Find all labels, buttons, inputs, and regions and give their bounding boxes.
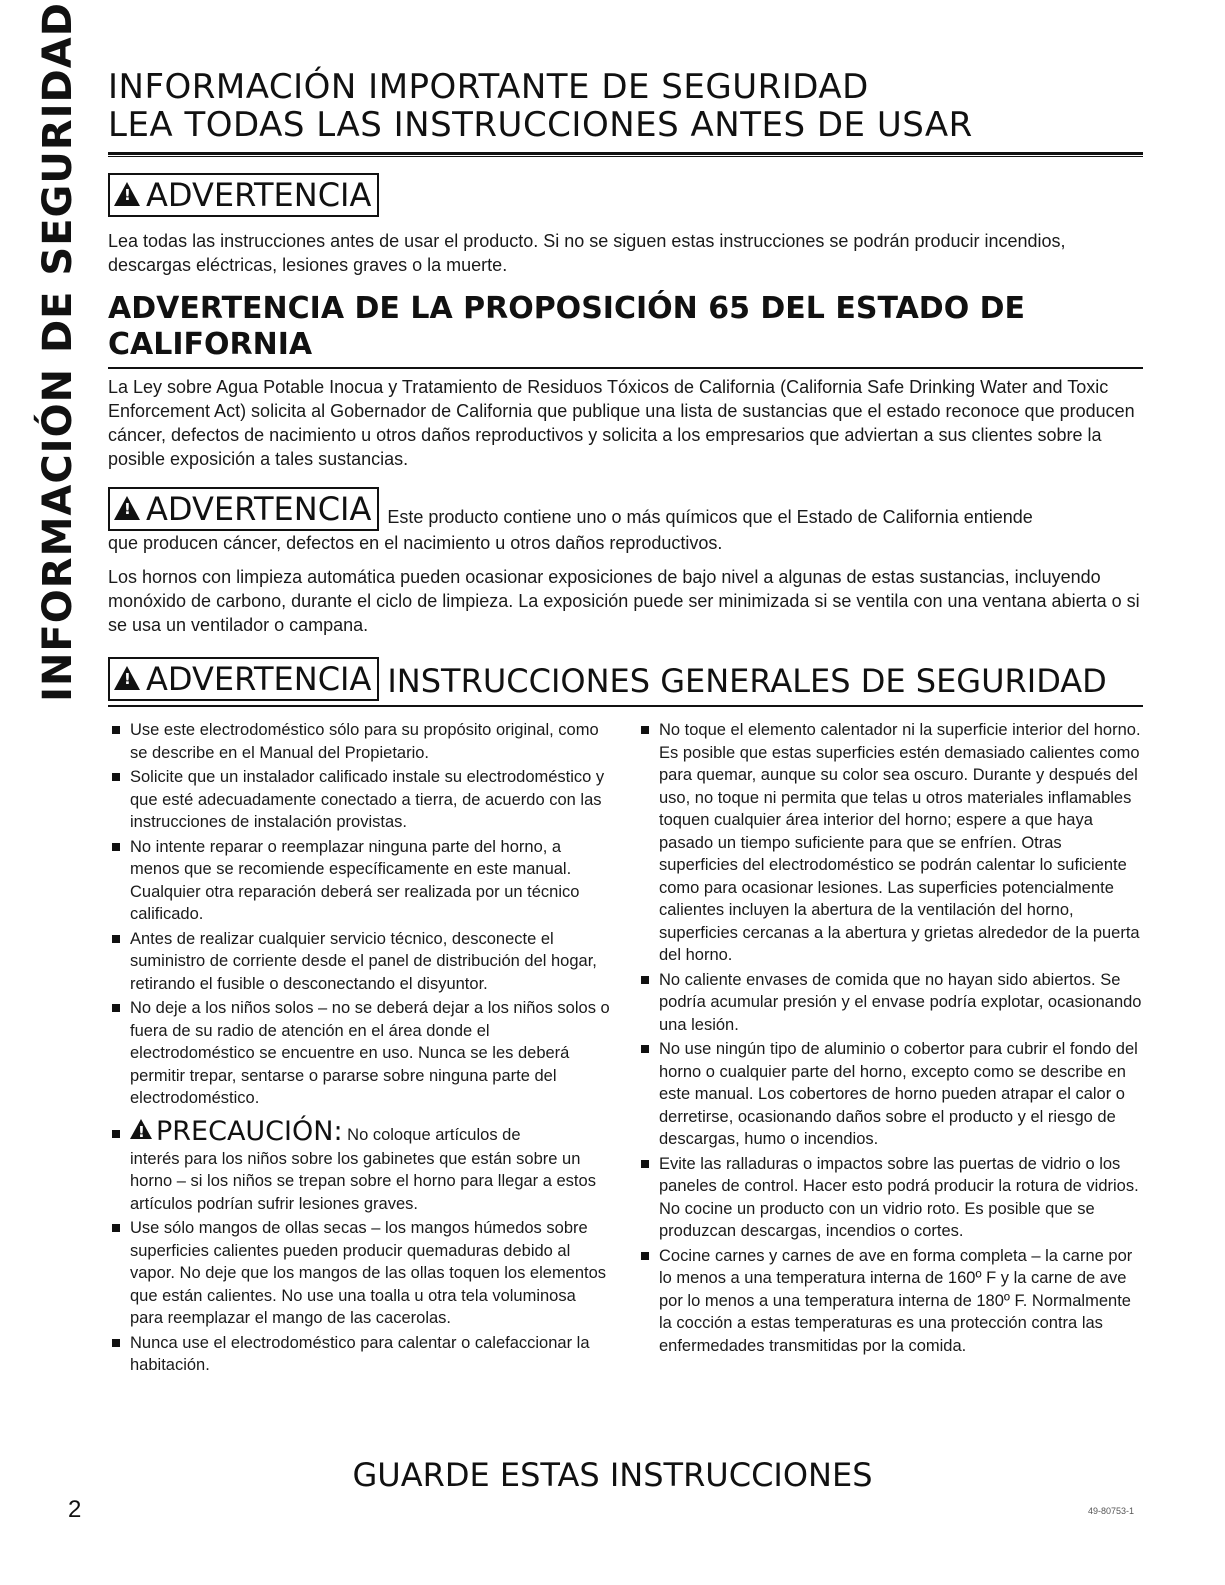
list-item bbox=[108, 997, 613, 1110]
warning-box bbox=[108, 487, 379, 531]
list-item-text: Nunca use el electrodoméstico para calentar o calefaccionar la habitación. bbox=[130, 1333, 590, 1374]
side-section-title bbox=[28, 2, 88, 702]
bullet-square-icon bbox=[112, 1339, 120, 1347]
general-rule bbox=[108, 705, 1143, 707]
list-item-text: Evite las ralladuras o impactos sobre las puertas de vidrio o los paneles de control. Hacer esto podrá producir la rotura de vidrios. No cocine un producto con un vidrio roto. Es posible que se produzcan descargas, incendios o cortes. bbox=[659, 1154, 1139, 1240]
warning-label: ADVERTENCIA bbox=[146, 490, 372, 528]
list-item bbox=[637, 969, 1142, 1037]
document-code: 49-80753-1 bbox=[1088, 1506, 1135, 1516]
list-item bbox=[108, 766, 613, 834]
page-number: 2 bbox=[68, 1496, 82, 1523]
prop65-warning-text: Este producto contiene uno o más químicos que el Estado de California entiende bbox=[387, 507, 1033, 527]
bullet-square-icon bbox=[112, 1224, 120, 1232]
list-item-text: No caliente envases de comida que no hayan sido abiertos. Se podría acumular presión y el envase podría explotar, ocasionando una lesión. bbox=[659, 970, 1142, 1034]
bullet-square-icon bbox=[112, 773, 120, 781]
prop65-title: ADVERTENCIA DE LA PROPOSICIÓN 65 DEL ESTADO DE CALIFORNIA bbox=[108, 291, 1026, 362]
left-column bbox=[108, 719, 613, 1379]
header-line-1: INFORMACIÓN IMPORTANTE DE SEGURIDAD bbox=[108, 67, 869, 107]
header-rule bbox=[108, 152, 1143, 157]
list-item bbox=[108, 1332, 613, 1377]
list-item-text: Use sólo mangos de ollas secas – los mangos húmedos sobre superficies calientes pueden producir quemaduras debido al vapor. No deje que los mangos de las ollas toquen los elementos que están calientes. No use una toalla u otra tela voluminosa para reemplazar el mango de las cacerolas. bbox=[130, 1219, 607, 1327]
list-item bbox=[637, 719, 1142, 967]
list-item-text: Solicite que un instalador calificado instale su electrodoméstico y que esté adecuadamente conectado a tierra, de acuerdo con las instrucciones de instalación provistas. bbox=[130, 768, 605, 831]
general-title-row bbox=[108, 657, 1143, 701]
precaution-rest: interés para los niños sobre los gabinetes que están sobre un horno – si los niños se trepan sobre el horno para llegar a estos artículos podrían sufrir lesiones graves. bbox=[130, 1149, 596, 1213]
list-item-text: Use este electrodoméstico sólo para su propósito original, como se describe en el Manual del Propietario. bbox=[130, 721, 599, 762]
general-title: INSTRUCCIONES GENERALES DE SEGURIDAD bbox=[387, 662, 1107, 700]
precaution-text-block bbox=[130, 1116, 613, 1216]
instructions-columns bbox=[108, 719, 1143, 1379]
list-item bbox=[108, 836, 613, 926]
precaution-lead: No coloque artículos de bbox=[347, 1125, 521, 1144]
warning-triangle-icon bbox=[130, 1119, 152, 1139]
list-item-text: No intente reparar o reemplazar ninguna parte del horno, a menos que se recomiende específicamente en este manual. Cualquier otra reparación deberá ser realizada por un técnico calificado. bbox=[130, 837, 580, 923]
precaution-label: PRECAUCIÓN: bbox=[156, 1115, 343, 1147]
footer-title: GUARDE ESTAS INSTRUCCIONES bbox=[352, 1456, 873, 1494]
list-item bbox=[108, 928, 613, 996]
prop65-rule bbox=[108, 367, 1143, 369]
warning-box bbox=[108, 657, 379, 701]
warning-1-text: Lea todas las instrucciones antes de usar el producto. Si no se siguen estas instrucciones se podrán producir incendios, descargas eléctricas, lesiones graves o la muerte. bbox=[108, 231, 1066, 275]
list-item-text: No deje a los niños solos – no se deberá dejar a los niños solos o fuera de su radio de atención en el área donde el electrodoméstico se encuentre en uso. Nunca se les deberá permitir trepar, sentarse o pararse sobre ninguna parte del electrodoméstico. bbox=[130, 999, 610, 1107]
list-item bbox=[108, 719, 613, 764]
side-title-text: INFORMACIÓN DE SEGURIDAD bbox=[35, 2, 81, 702]
list-item bbox=[637, 1038, 1142, 1151]
list-item-text: No use ningún tipo de aluminio o cobertor para cubrir el fondo del horno o cualquier parte del horno, excepto como se describe en este manual. Los cobertores de horno pueden atrapar el calor o derretirse, ocasionando daños sobre el producto y el riesgo de descargas, humo o incendios. bbox=[659, 1040, 1138, 1148]
warning-box bbox=[108, 173, 379, 217]
bullet-square-icon bbox=[112, 935, 120, 943]
header-line-2: LEA TODAS LAS INSTRUCCIONES ANTES DE USAR bbox=[108, 105, 973, 145]
bullet-square-icon bbox=[112, 1130, 120, 1138]
bullet-square-icon bbox=[641, 726, 649, 734]
list-item-text: No toque el elemento calentador ni la superficie interior del horno. Es posible que estas superficies estén demasiado calientes como para quemar, aunque su color sea oscuro. Durante y después del uso, no toque ni permita que telas u otros materiales inflamables toquen cualquier área interior del horno; espere a que haya pasado un tiempo suficiente para que se enfríen. Otras superficies del electrodoméstico se podrán calentar lo suficiente como para ocasionar lesiones. Las superficies potencialmente calientes incluyen la abertura de la ventilación del horno, superficies cercanas a la abertura y grietas alrededor de la puerta del horno. bbox=[659, 721, 1141, 964]
list-item bbox=[637, 1245, 1142, 1358]
list-item bbox=[637, 1153, 1142, 1243]
page-content bbox=[108, 68, 1143, 1379]
warning-label: ADVERTENCIA bbox=[146, 660, 372, 698]
prop65-warning-continued: que producen cáncer, defectos en el nacimiento u otros daños reproductivos. bbox=[108, 533, 723, 553]
list-item-text: Cocine carnes y carnes de ave en forma completa – la carne por lo menos a una temperatura interna de 160º F y la carne de ave por lo menos a una temperatura interna de 180º F. Normalmente la cocción a estas temperaturas es una protección contra las enfermedades transmitidas por la comida. bbox=[659, 1246, 1133, 1355]
bullet-square-icon bbox=[112, 1004, 120, 1012]
bullet-square-icon bbox=[641, 1252, 649, 1260]
bullet-square-icon bbox=[641, 1160, 649, 1168]
precaution-item bbox=[108, 1116, 613, 1216]
bullet-square-icon bbox=[641, 976, 649, 984]
list-item bbox=[108, 1217, 613, 1330]
warning-triangle-icon bbox=[114, 666, 140, 690]
warning-1-box-wrap bbox=[108, 173, 1143, 217]
list-item-text: Antes de realizar cualquier servicio técnico, desconecte el suministro de corriente desde el panel de distribución del hogar, retirando el fusible o desconectando el disyuntor. bbox=[130, 929, 597, 993]
prop65-warning-row bbox=[108, 487, 1143, 531]
warning-label: ADVERTENCIA bbox=[146, 176, 372, 214]
warning-triangle-icon bbox=[114, 496, 140, 520]
bullet-square-icon bbox=[112, 843, 120, 851]
bullet-square-icon bbox=[641, 1045, 649, 1053]
right-column bbox=[637, 719, 1142, 1379]
warning-triangle-icon bbox=[114, 182, 140, 206]
prop65-paragraph-2: Los hornos con limpieza automática pueden ocasionar exposiciones de bajo nivel a algunas de estas sustancias, incluyendo monóxido de carbono, durante el ciclo de limpieza. La exposición puede ser minimizada si se ventila con una ventana abierta o si se usa un ventilador o campana. bbox=[108, 567, 1140, 635]
prop65-paragraph-1: La Ley sobre Agua Potable Inocua y Tratamiento de Residuos Tóxicos de California (California Safe Drinking Water and Toxic Enforcement Act) solicita al Gobernador de California que publique una lista de sustancias que el estado reconoce que producen cáncer, defectos de nacimiento u otros daños reproductivos y solicita a los empresarios que adviertan a sus clientes sobre la posible exposición a tales sustancias. bbox=[108, 377, 1135, 469]
bullet-square-icon bbox=[112, 726, 120, 734]
